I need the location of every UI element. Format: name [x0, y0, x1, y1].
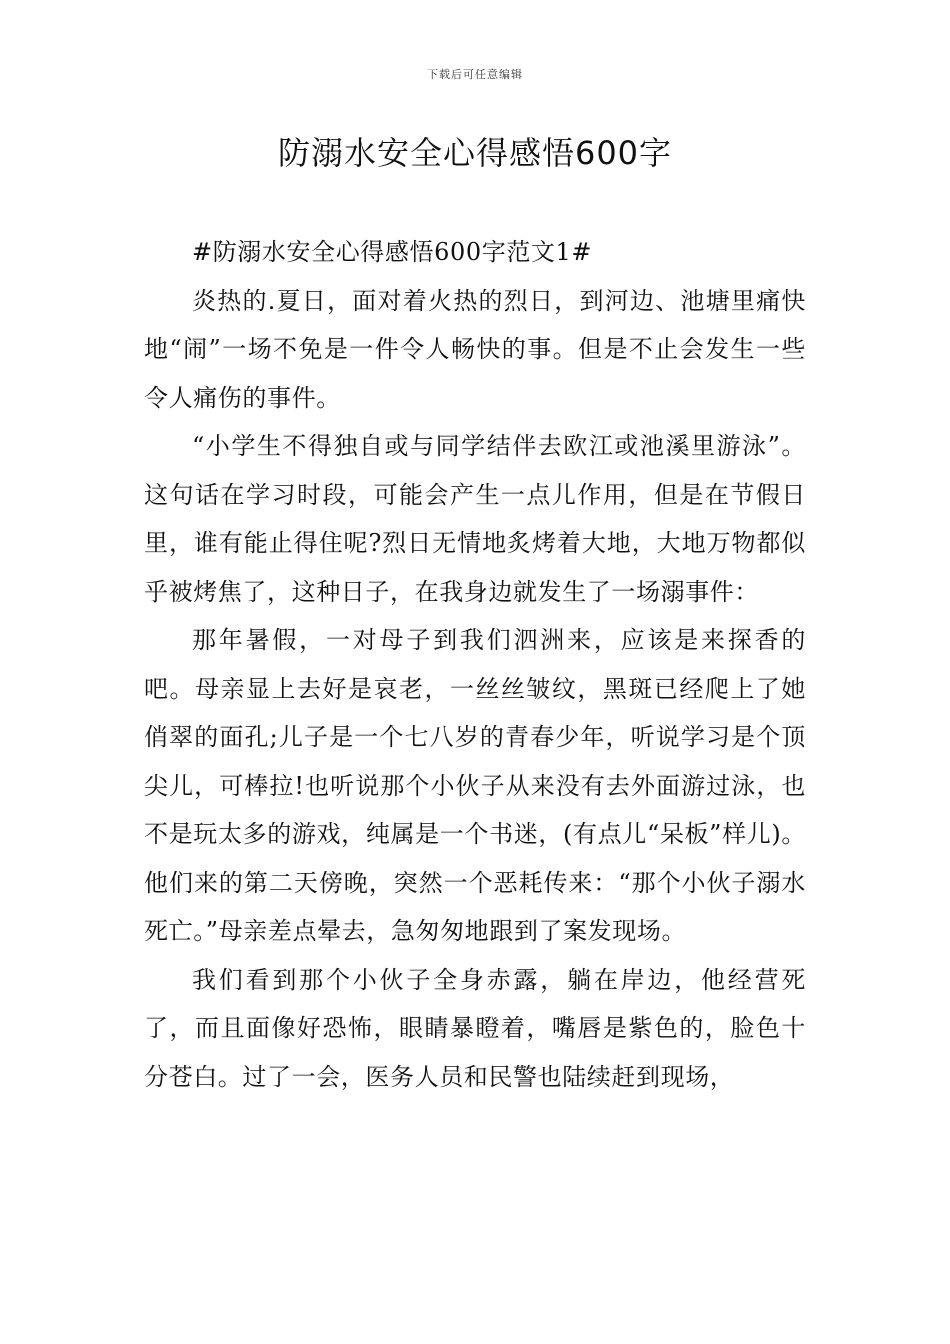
body-paragraph: 炎热的.夏日，面对着火热的烈日，到河边、池塘里痛快地“闹”一场不免是一件令人畅快的事。但是不止会发生一些令人痛伤的事件。	[144, 286, 806, 412]
header-note: 下载后可任意编辑	[427, 68, 523, 81]
document-body	[144, 228, 806, 1101]
document-title: 防溺水安全心得感悟600字	[277, 134, 673, 172]
subtitle-paragraph: #防溺水安全心得感悟600字范文1#	[192, 238, 593, 266]
body-paragraph: 那年暑假，一对母子到我们泗洲来，应该是来探香的吧。母亲显上去好是哀老，一丝丝皱纹，黑斑已经爬上了她俏翠的面孔;儿子是一个七八岁的青春少年，听说学习是个顶尖儿，可棒拉!也听说那个小伙子从来没有去外面游过泳，也不是玩太多的游戏，纯属是一个书迷，(有点儿“呆板”样儿)。他们来的第二天傍晚，突然一个恶耗传来：“那个小伙子溺水死亡。”母亲差点晕去，急匆匆地跟到了案发现场。	[144, 626, 806, 945]
body-paragraph: 我们看到那个小伙子全身赤露，躺在岸边，他经营死了，而且面像好恐怖，眼睛暴瞪着，嘴唇是紫色的，脸色十分苍白。过了一会，医务人员和民警也陆续赶到现场，	[144, 965, 806, 1091]
body-paragraph: “小学生不得独自或与同学结伴去欧江或池溪里游泳”。这句话在学习时段，可能会产生一点儿作用，但是在节假日里，谁有能止得住呢?烈日无情地炙烤着大地，大地万物都似乎被烤焦了，这种日子，在我身边就发生了一场溺事件：	[144, 432, 806, 606]
